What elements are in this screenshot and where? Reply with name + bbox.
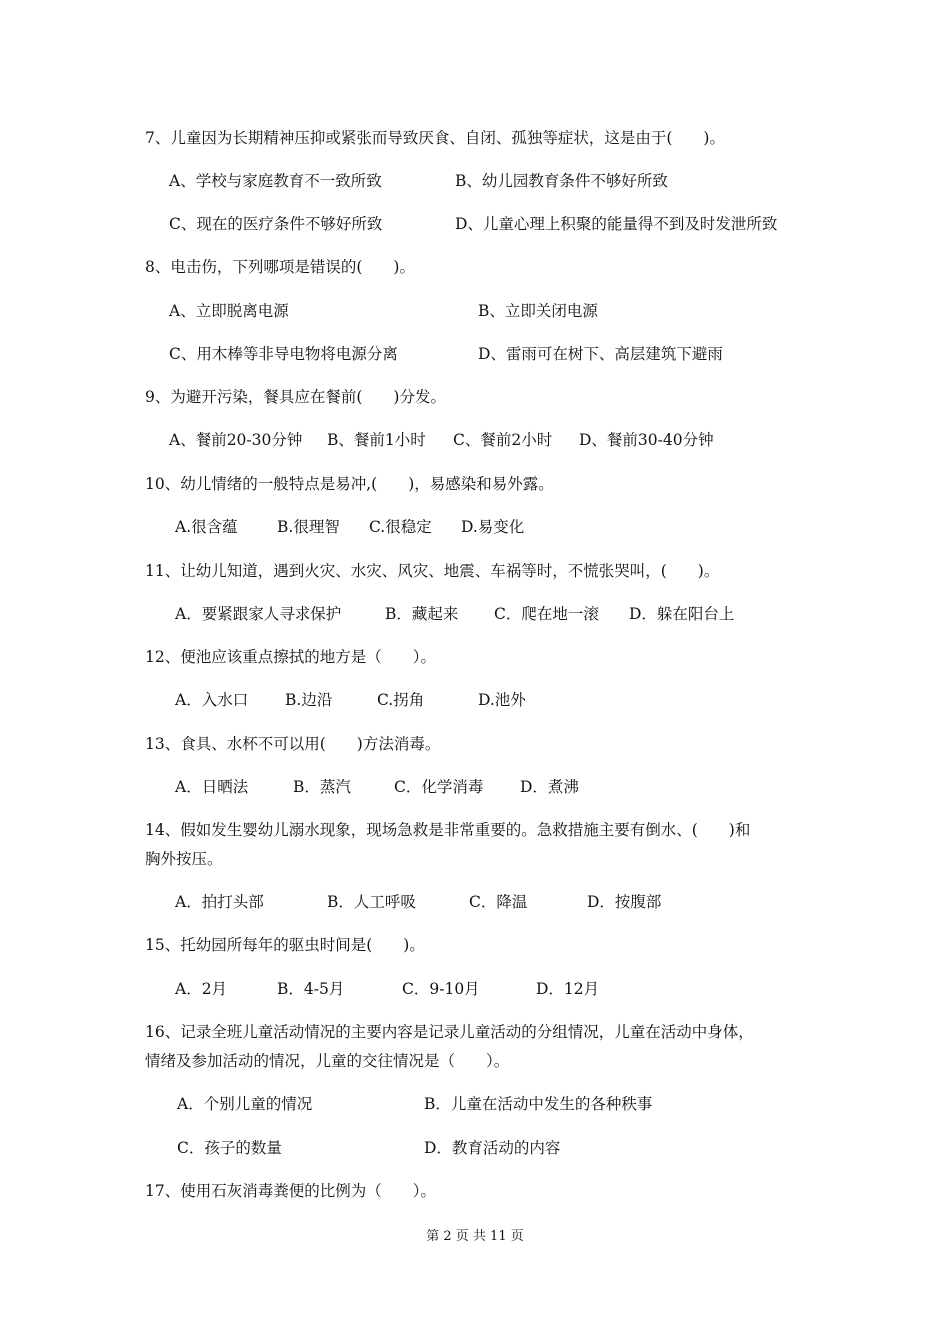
question-9-option-a: A、餐前20-30分钟	[169, 431, 303, 449]
question-15-text: 15、托幼园所每年的驱虫时间是( )。	[145, 936, 425, 954]
question-12-option-d: D.池外	[478, 691, 526, 709]
question-10-option-c: C.很稳定	[369, 518, 432, 536]
question-14-option-b: B．人工呼吸	[327, 893, 416, 911]
question-8-option-a: A、立即脱离电源	[169, 302, 289, 320]
question-13-option-c: C．化学消毒	[394, 778, 484, 796]
question-14-option-c: C．降温	[469, 893, 528, 911]
question-16-option-d: D．教育活动的内容	[424, 1139, 561, 1157]
question-12-option-a: A．入水口	[175, 691, 249, 709]
question-14-text-line2: 胸外按压。	[145, 850, 223, 868]
question-11-option-d: D．躲在阳台上	[629, 605, 735, 623]
question-13-option-a: A．日晒法	[175, 778, 249, 796]
question-7-option-a: A、学校与家庭教育不一致所致	[169, 172, 382, 190]
question-13-text: 13、食具、水杯不可以用( )方法消毒。	[145, 735, 441, 753]
question-7-option-d: D、儿童心理上积聚的能量得不到及时发泄所致	[455, 215, 778, 233]
question-8-option-b: B、立即关闭电源	[478, 302, 598, 320]
question-10-text: 10、幼儿情绪的一般特点是易冲,( )，易感染和易外露。	[145, 475, 554, 493]
question-14-text-line1: 14、假如发生婴幼儿溺水现象，现场急救是非常重要的。急救措施主要有倒水、( )和	[145, 821, 751, 839]
question-7-option-b: B、幼儿园教育条件不够好所致	[455, 172, 668, 190]
question-16-option-c: C．孩子的数量	[177, 1139, 282, 1157]
question-10-option-b: B.很理智	[277, 518, 340, 536]
question-10-option-a: A.很含蕴	[175, 518, 238, 536]
question-15-option-b: B．4-5月	[277, 980, 345, 998]
question-11-option-c: C．爬在地一滚	[494, 605, 599, 623]
question-14-option-d: D．按腹部	[587, 893, 662, 911]
page-footer: 第 2 页 共 11 页	[426, 1229, 524, 1244]
question-15-option-c: C．9-10月	[402, 980, 480, 998]
question-12-text: 12、便池应该重点擦拭的地方是（ ）。	[145, 648, 436, 666]
question-13-option-b: B．蒸汽	[293, 778, 351, 796]
question-12-option-b: B.边沿	[285, 691, 333, 709]
question-13-option-d: D．煮沸	[520, 778, 579, 796]
question-15-option-a: A．2月	[175, 980, 228, 998]
question-11-option-b: B．藏起来	[385, 605, 459, 623]
question-10-option-d: D.易变化	[461, 518, 525, 536]
question-16-text-line2: 情绪及参加活动的情况，儿童的交往情况是（ ）。	[145, 1052, 510, 1070]
question-11-text: 11、让幼儿知道，遇到火灾、水灾、风灾、地震、车祸等时，不慌张哭叫，( )。	[145, 562, 720, 580]
question-9-option-b: B、餐前1小时	[327, 431, 426, 449]
question-7-text: 7、儿童因为长期精神压抑或紧张而导致厌食、自闭、孤独等症状，这是由于( )。	[145, 129, 725, 147]
question-9-option-c: C、餐前2小时	[453, 431, 553, 449]
question-9-option-d: D、餐前30-40分钟	[579, 431, 714, 449]
question-15-option-d: D．12月	[536, 980, 600, 998]
question-7-option-c: C、现在的医疗条件不够好所致	[169, 215, 383, 233]
question-14-option-a: A．拍打头部	[175, 893, 264, 911]
question-9-text: 9、为避开污染，餐具应在餐前( )分发。	[145, 388, 446, 406]
question-11-option-a: A．要紧跟家人寻求保护	[175, 605, 342, 623]
question-17-text: 17、使用石灰消毒粪便的比例为（ ）。	[145, 1182, 436, 1200]
question-8-text: 8、电击伤，下列哪项是错误的( )。	[145, 258, 415, 276]
question-16-text-line1: 16、记录全班儿童活动情况的主要内容是记录儿童活动的分组情况，儿童在活动中身体，	[145, 1023, 754, 1041]
question-8-option-c: C、用木棒等非导电物将电源分离	[169, 345, 398, 363]
question-16-option-a: A．个别儿童的情况	[177, 1095, 313, 1113]
question-16-option-b: B．儿童在活动中发生的各种秩事	[424, 1095, 653, 1113]
question-12-option-c: C.拐角	[377, 691, 425, 709]
question-8-option-d: D、雷雨可在树下、高层建筑下避雨	[478, 345, 723, 363]
